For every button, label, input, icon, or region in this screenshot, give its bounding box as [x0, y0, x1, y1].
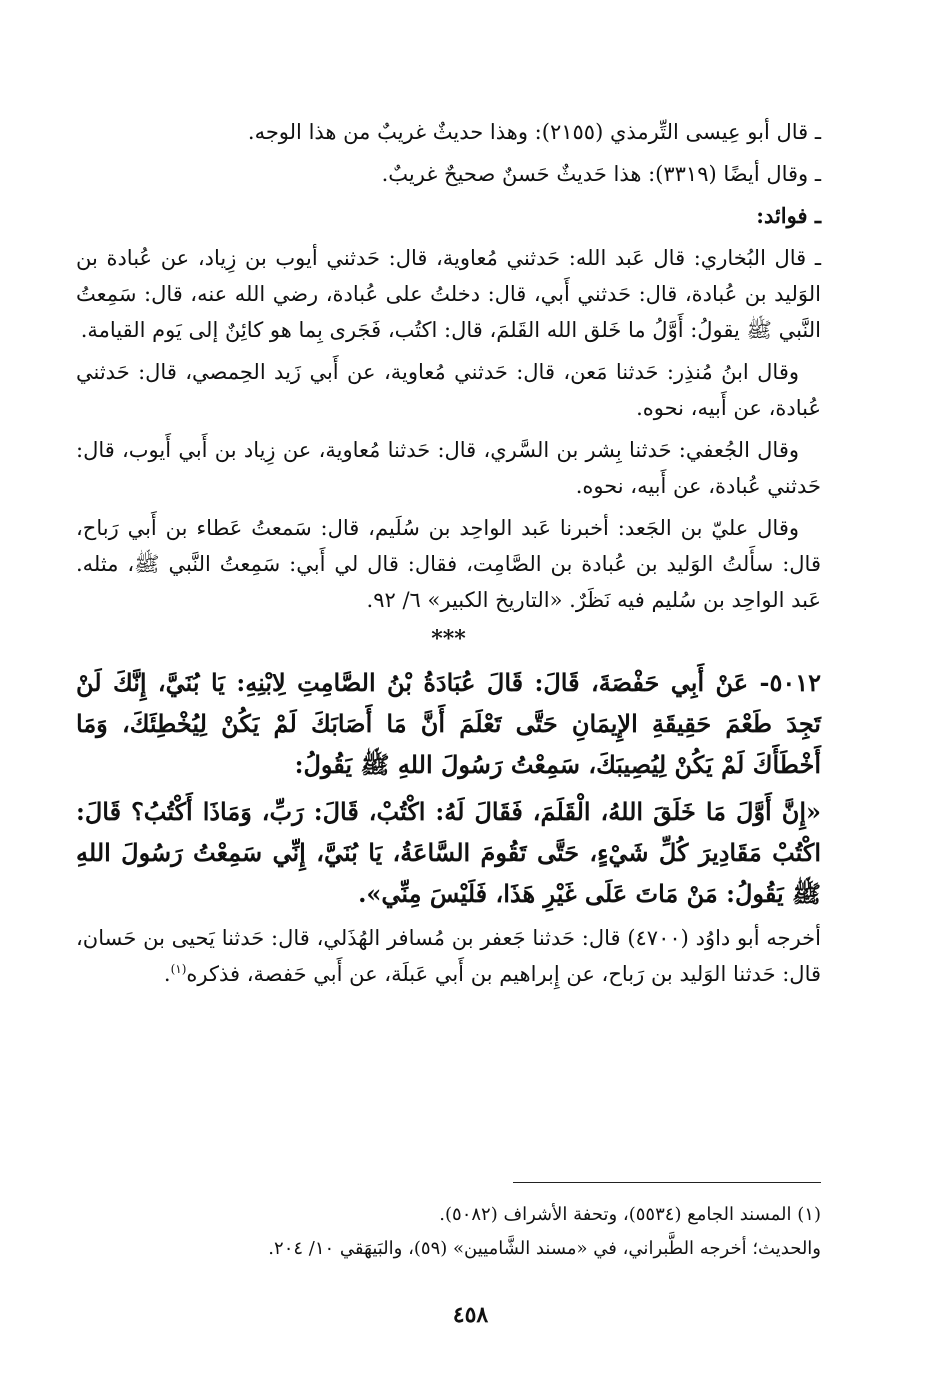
tirmidhi-grading: ـ وقال أيضًا (٣٣١٩): هذا حَديثٌ حَسنٌ صحيحٌ غريبٌ.	[381, 162, 821, 186]
hadith-matn: «إِنَّ أَوَّلَ مَا خَلَقَ اللهُ، الْقَلَمَ، فَقَالَ لَهُ: اكْتُبْ، قَالَ: رَبِّ، وَمَاذَا أَكْتُبُ؟ قَالَ: اكْتُبْ مَقَادِيرَ كُلِّ شَيْءٍ، حَتَّى تَقُومَ السَّاعَةُ، يَا بُنَيَّ، إِنِّي سَمِعْتُ رَسُولَ اللهِ ﷺ يَقُولُ: مَنْ مَاتَ عَلَى غَيْرِ هَذَا، فَلَيْسَ مِنِّي».	[76, 797, 821, 908]
ali-ibn-jad-narration: وقال عليّ بن الجَعد: أخبرنا عَبد الواحِد بن سُلَيم، قال: سَمعتُ عَطاء بن أَبي رَباح، قال: سأَلتُ الوَليد بن عُبادة بن الصَّامِت، فقال: قال لي أَبي: سَمِعتُ النَّبي ﷺ، مثله. عَبد الواحِد بن سُليم فيه نَظَرٌ. «التاريخ الكبير» ٦/ ٩٢.	[76, 516, 821, 612]
footnote-1: (١) المسند الجامع (٥٥٣٤)، وتحفة الأشراف (٥٠٨٢).	[439, 1204, 821, 1225]
footnotes	[121, 1198, 821, 1266]
bukhari-narration: ـ قال البُخاري: قال عَبد الله: حَدثني مُعاوية، قال: حَدثني أيوب بن زِياد، عن عُبادة بن الوَليد بن عُبادة، قال: حَدثني أَبي، قال: دخلتُ على عُبادة، رضي الله عنه، قال: سَمِعتُ النَّبي ﷺ يقولُ: أَوَّلُ ما خَلق الله القَلمَ، قال: اكتُب، فَجَرى بِما هو كائِنٌ إلى يَوم القيامة.	[76, 246, 821, 342]
page-number: ٤٥٨	[452, 1302, 489, 1328]
footnote-reference[interactable]: (١)	[170, 962, 187, 976]
benefits-heading: ـ فوائد:	[756, 203, 821, 228]
section-separator: ***	[431, 626, 466, 652]
footnote-2: والحديث؛ أخرجه الطَّبراني، في «مسند الشَّاميين» (٥٩)، والبَيهَقي ١٠/ ٢٠٤.	[268, 1238, 821, 1259]
ibn-mundhir-narration: وقال ابنُ مُنذِر: حَدثنا مَعن، قال: حَدثني مُعاوية، عن أَبي زَيد الحِمصي، قال: حَدثني عُبادة، عن أَبيه، نحوه.	[76, 360, 821, 420]
footnote-divider	[513, 1182, 821, 1183]
jufi-narration: وقال الجُعفي: حَدثنا بِشر بن السَّري، قال: حَدثنا مُعاوية، عن زِياد بن أَبي أَيوب، قال: حَدثني عُبادة، عن أَبيه، نحوه.	[76, 438, 821, 498]
hadith-isnad: ٥٠١٢- عَنْ أَبِي حَفْصَةَ، قَالَ: قَالَ عُبَادَةُ بْنُ الصَّامِتِ لِابْنِهِ: يَا بُنَيَّ، إِنَّكَ لَنْ تَجِدَ طَعْمَ حَقِيقَةِ الإِيمَانِ حَتَّى تَعْلَمَ أَنَّ مَا أَصَابَكَ لَمْ يَكُنْ لِيُخْطِئَكَ، وَمَا أَخْطَأَكَ لَمْ يَكُنْ لِيُصِيبَكَ، سَمِعْتُ رَسُولَ اللهِ ﷺ يَقُولُ:	[76, 668, 821, 779]
takhrij-text: أخرجه أبو داوُد (٤٧٠٠) قال: حَدثنا جَعفر بن مُسافر الهُذَلي، قال: حَدثنا يَحيى بن حَسان، قال: حَدثنا الوَليد بن رَباح، عن إِبراهيم بن أَبي عَبلَة، عن أَبي حَفصة، فذكره	[76, 926, 821, 986]
takhrij-end: .	[163, 962, 171, 986]
tirmidhi-comment: ـ قال أبو عِيسى التِّرمذي (٢١٥٥): وهذا حديثٌ غريبٌ من هذا الوجه.	[247, 120, 821, 144]
takhrij-paragraph	[76, 920, 821, 992]
main-text	[76, 114, 821, 998]
